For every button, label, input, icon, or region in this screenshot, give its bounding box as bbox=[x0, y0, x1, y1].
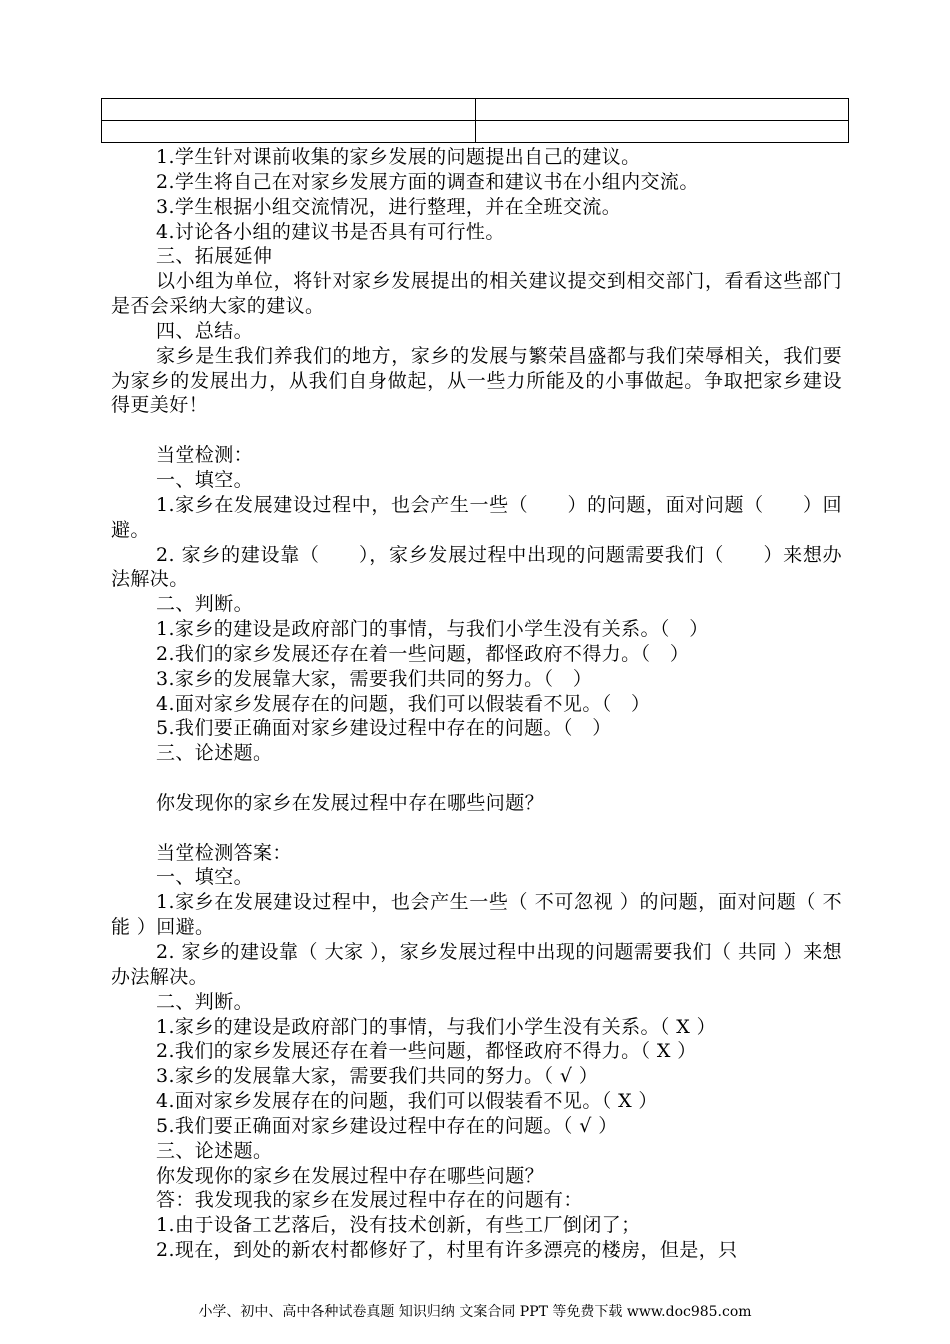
answer: 2.现在，到处的新农村都修好了，村里有许多漂亮的楼房，但是，只 bbox=[156, 1239, 738, 1262]
section-heading: 三、论述题。 bbox=[156, 742, 273, 765]
table-row bbox=[102, 99, 849, 121]
section-heading: 一、填空。 bbox=[156, 468, 254, 491]
table-cell bbox=[102, 99, 476, 121]
blank-line bbox=[111, 766, 842, 791]
question: 5.我们要正确面对家乡建设过程中存在的问题。（ ） bbox=[156, 717, 612, 740]
text-line: 3.学生根据小组交流情况，进行整理，并在全班交流。 bbox=[156, 195, 622, 218]
page-footer: 小学、初中、高中各种试卷真题 知识归纳 文案合同 PPT 等免费下载 www.doc985.com bbox=[198, 1304, 752, 1320]
text-line: 4.讨论各小组的建议书是否具有可行性。 bbox=[156, 220, 505, 243]
section-heading: 三、拓展延伸 bbox=[156, 245, 273, 268]
question: 你发现你的家乡在发展过程中存在哪些问题？ bbox=[156, 791, 545, 814]
section-heading: 三、论述题。 bbox=[156, 1139, 273, 1162]
blank-line bbox=[111, 418, 842, 443]
paragraph: 以小组为单位，将针对家乡发展提出的相关建议提交到相交部门，看看这些部门是否会采纳大家的建议。 bbox=[111, 270, 842, 318]
question: 2. 家乡的建设靠（ ），家乡发展过程中出现的问题需要我们（ ）来想办法解决。 bbox=[111, 543, 842, 591]
answer: 2.我们的家乡发展还存在着一些问题，都怪政府不得力。（ X ） bbox=[156, 1040, 697, 1063]
table-row bbox=[102, 121, 849, 143]
answer: 3.家乡的发展靠大家，需要我们共同的努力。（ √ ） bbox=[156, 1065, 599, 1088]
answer: 1.由于设备工艺落后，没有技术创新，有些工厂倒闭了； bbox=[156, 1214, 641, 1237]
text-line: 1.学生针对课前收集的家乡发展的问题提出自己的建议。 bbox=[156, 146, 641, 168]
section-heading: 当堂检测： bbox=[156, 444, 254, 467]
answer: 5.我们要正确面对家乡建设过程中存在的问题。（ √ ） bbox=[156, 1114, 618, 1137]
question: 4.面对家乡发展存在的问题，我们可以假装看不见。（ ） bbox=[156, 692, 651, 715]
question: 1.家乡在发展建设过程中，也会产生一些（ ）的问题，面对问题（ ）回避。 bbox=[111, 493, 842, 541]
document-body bbox=[111, 145, 842, 1263]
blank-line bbox=[111, 816, 842, 841]
section-heading: 二、判断。 bbox=[156, 593, 254, 616]
section-heading: 二、判断。 bbox=[156, 990, 254, 1013]
answer: 1.家乡在发展建设过程中，也会产生一些（ 不可忽视 ）的问题，面对问题（ 不能 ）回避。 bbox=[111, 891, 842, 939]
question: 你发现你的家乡在发展过程中存在哪些问题？ bbox=[156, 1164, 545, 1187]
table-cell bbox=[475, 121, 849, 143]
section-heading: 四、总结。 bbox=[156, 319, 254, 342]
question: 3.家乡的发展靠大家，需要我们共同的努力。（ ） bbox=[156, 667, 593, 690]
header-table bbox=[101, 98, 849, 143]
paragraph: 家乡是生我们养我们的地方，家乡的发展与繁荣昌盛都与我们荣辱相关，我们要为家乡的发展出力，从我们自身做起，从一些力所能及的小事做起。争取把家乡建设得更美好！ bbox=[111, 344, 842, 417]
question: 1.家乡的建设是政府部门的事情，与我们小学生没有关系。（ ） bbox=[156, 618, 709, 641]
table-cell bbox=[102, 121, 476, 143]
answer: 1.家乡的建设是政府部门的事情，与我们小学生没有关系。（ X ） bbox=[156, 1015, 717, 1038]
answer: 答：我发现我的家乡在发展过程中存在的问题有： bbox=[156, 1189, 583, 1212]
table-cell bbox=[475, 99, 849, 121]
question: 2.我们的家乡发展还存在着一些问题，都怪政府不得力。（ ） bbox=[156, 642, 690, 665]
answer: 4.面对家乡发展存在的问题，我们可以假装看不见。（ X ） bbox=[156, 1090, 658, 1113]
text-line: 2.学生将自己在对家乡发展方面的调查和建议书在小组内交流。 bbox=[156, 170, 699, 193]
answer: 2. 家乡的建设靠（ 大家 ），家乡发展过程中出现的问题需要我们（ 共同 ）来想办法解决。 bbox=[111, 941, 842, 988]
section-heading: 当堂检测答案： bbox=[156, 841, 292, 864]
section-heading: 一、填空。 bbox=[156, 866, 254, 889]
